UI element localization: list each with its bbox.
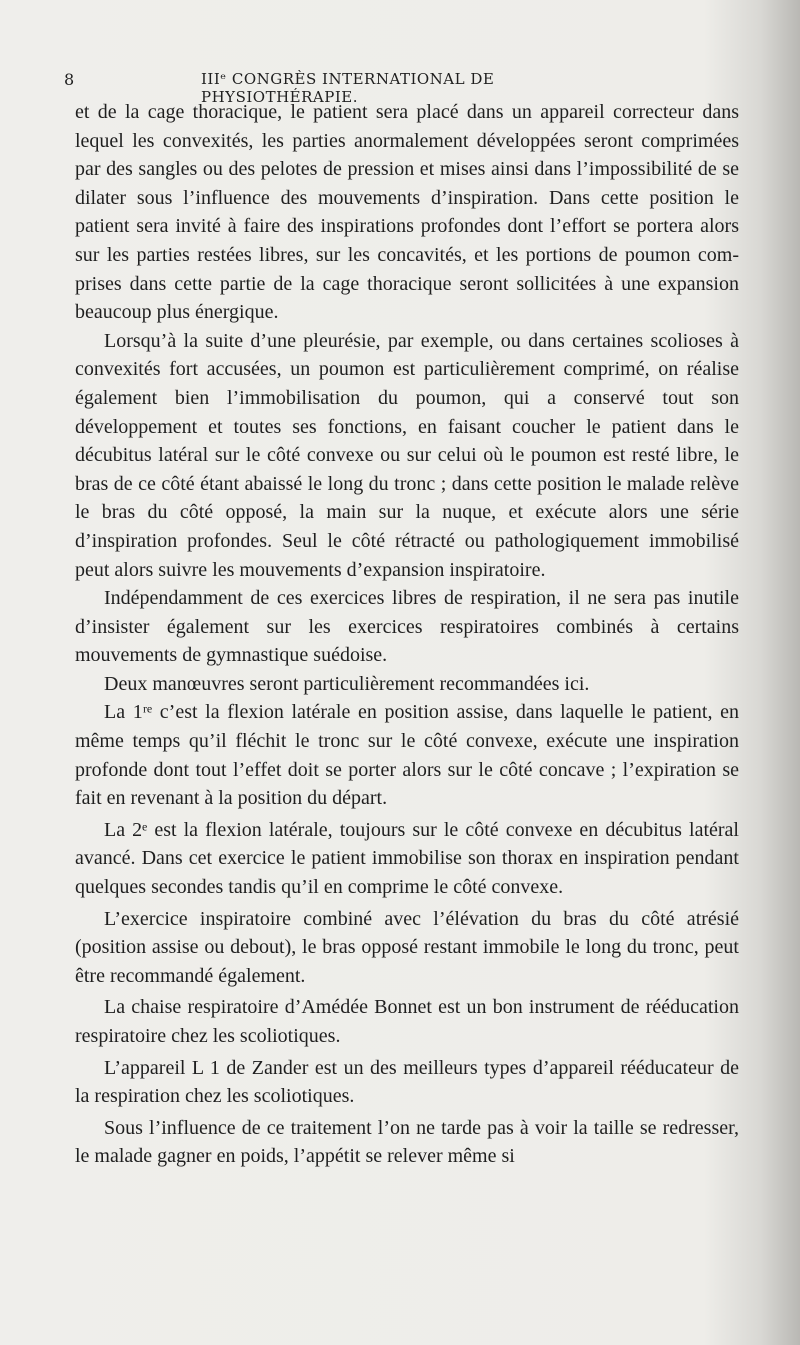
paragraph-appareil-zander: L’appareil L 1 de Zander est un des meilleurs types d’appareil rééducateur de la respiration chez les scoliotiques. bbox=[75, 1056, 739, 1108]
paragraph-influence-traitement: Sous l’influence de ce traitement l’on ne tarde pas à voir la taille se redresser, le malade gagner en poids, l’appétit se relever même si bbox=[75, 1116, 739, 1168]
paragraph-pleuresie: Lorsqu’à la suite d’une pleurésie, par exemple, ou dans certaines scolioses à convexités fort accusées, un poumon est particulièrement comprimé, on réalise également bien l’immobilisation du poumon, qui a conservé tout son développement et toutes ses fonctions, en faisant coucher le patient dans le décubitus latéral sur le côté convexe ou sur celui où le poumon est resté libre, le bras de ce côté étant abaissé le long du tronc ; dans cette position le malade relève le bras du côté opposé, la main sur la nuque, et exécute alors une série d’inspiration profondes. Seul le côté rétracté ou pathologiquement immobilisé peut alors suivre les mouvements d’expansion inspiratoire. bbox=[75, 329, 739, 581]
page-header bbox=[64, 66, 624, 106]
running-head: IIIᵉ CONGRÈS INTERNATIONAL DE PHYSIOTHÉRAPIE. bbox=[201, 70, 495, 106]
paragraph-deux-manoeuvres: Deux manœuvres seront particulièrement recommandées ici. bbox=[104, 672, 590, 695]
paragraph-premiere-manoeuvre: La 1ʳᵉ c’est la flexion latérale en position assise, dans laquelle le patient, en même temps qu’il fléchit le tronc sur le côté convexe, exécute une inspiration profonde dont tout l’effet doit se porter alors sur le côté concave ; l’expiration se fait en revenant à la position du départ. bbox=[75, 701, 739, 810]
paragraph-exercices-libres: Indépendamment de ces exercices libres de respiration, il ne sera pas inutile d’insister également sur les exercices respiratoires combinés à certains mouvements de gymnastique suédoise. bbox=[75, 587, 739, 667]
paragraph-continuation: et de la cage thoracique, le patient sera placé dans un appareil correcteur dans lequel les convexités, les parties anormalement développées seront comprimées par des sangles ou des pelotes de pression et mises ainsi dans l’impossibilité de se dilater sous l’influence des mouvements d’inspiration. Dans cette position le patient sera invité à faire des inspirations profondes dont l’effort se portera alors sur les parties restées libres, sur les concavités, et les portions de poumon comprises dans cette partie de la cage thoracique seront sollicitées à une expansion beaucoup plus énergique. bbox=[75, 101, 739, 324]
paragraph-chaise-respiratoire: La chaise respiratoire d’Amédée Bonnet est un bon instrument de rééducation respiratoire chez les scoliotiques. bbox=[75, 996, 739, 1047]
paragraph-deuxieme-manoeuvre: La 2ᵉ est la flexion latérale, toujours sur le côté convexe en décubitus latéral avancé. Dans cet exercice le patient immobilise son thorax en inspiration pendant quelques secondes tandis qu’il en comprime le côté convexe. bbox=[75, 818, 739, 899]
paragraph-exercice-inspiratoire: L’exercice inspiratoire combiné avec l’élévation du bras du côté atrésié (position assise ou debout), le bras opposé restant immobile le long du tronc, peut être recommandé également. bbox=[75, 907, 739, 987]
page-number: 8 bbox=[64, 70, 75, 89]
body-text bbox=[75, 98, 739, 1171]
